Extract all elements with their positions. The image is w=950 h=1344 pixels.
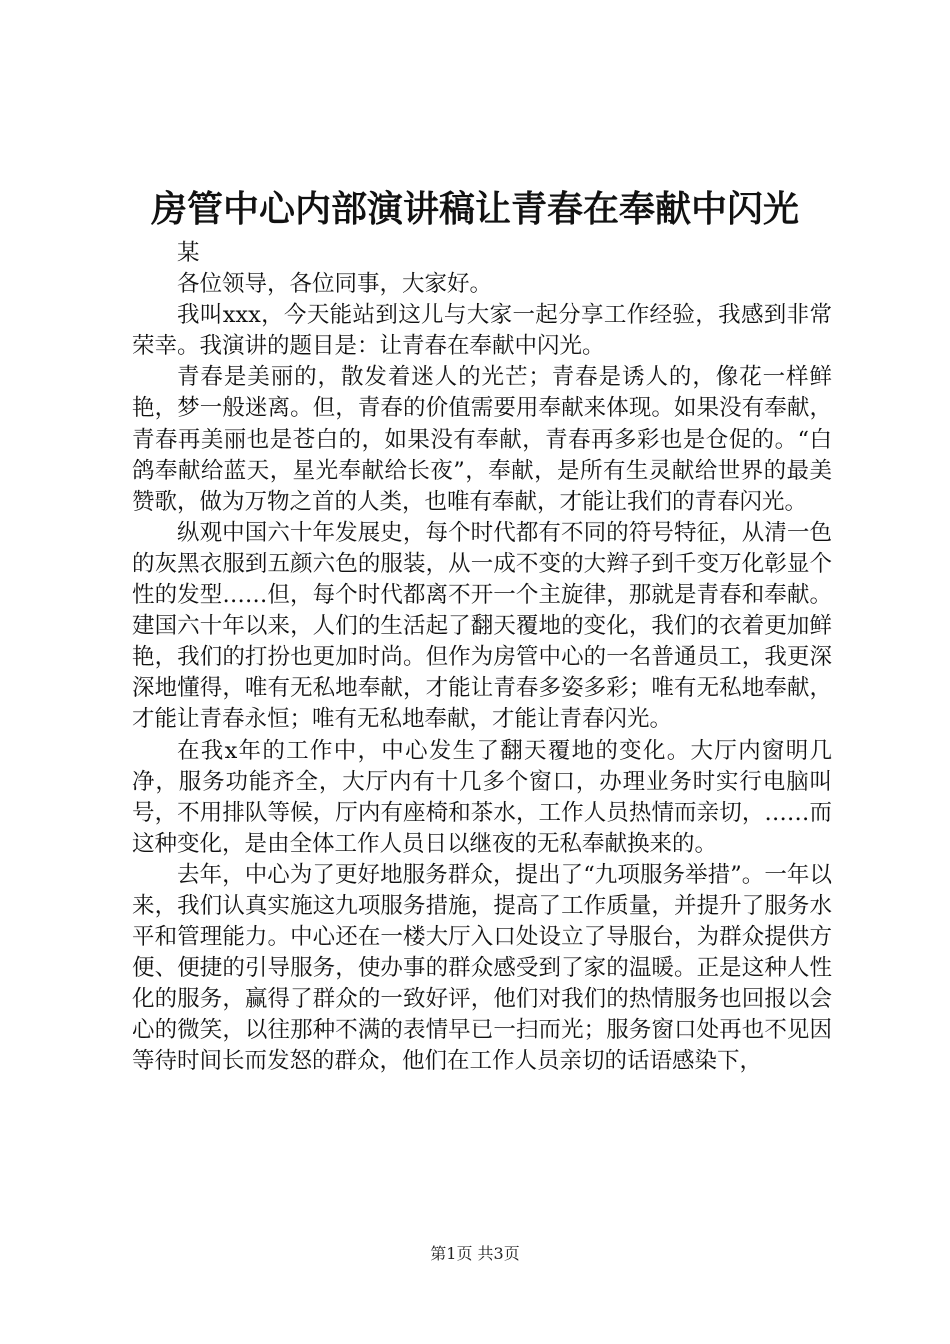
paragraph-intro: 我叫xxx，今天能站到这儿与大家一起分享工作经验，我感到非常荣幸。我演讲的题目是：让青春在奉献中闪光。: [132, 302, 832, 360]
paragraph-youth: 青春是美丽的，散发着迷人的光芒；青春是诱人的，像花一样鲜艳，梦一般迷离。但，青春的价值需要用奉献来体现。如果没有奉献，青春再美丽也是苍白的，如果没有奉献，青春再多彩也是仓促的。“白鸽奉献给蓝天，星光奉献给长夜”，奉献，是所有生灵献给世界的最美赞歌，做为万物之首的人类，也唯有奉献，才能让我们的青春闪光。: [132, 364, 832, 515]
paragraph-salutation-prefix: 某: [177, 240, 200, 266]
paragraph-greeting: 各位领导，各位同事，大家好。: [177, 271, 493, 298]
page-footer: 第1页 共3页: [430, 1244, 520, 1263]
document-title: 房管中心内部演讲稿让青春在奉献中闪光: [150, 188, 799, 230]
paragraph-work-changes: 在我x年的工作中，中心发生了翻天覆地的变化。大厅内窗明几净，服务功能齐全，大厅内有十几多个窗口，办理业务时实行电脑叫号，不用排队等候，厅内有座椅和茶水，工作人员热情而亲切，……而这种变化，是由全体工作人员日以继夜的无私奉献换来的。: [132, 737, 832, 857]
document-body: [132, 238, 832, 1078]
paragraph-history: 纵观中国六十年发展史，每个时代都有不同的符号特征，从清一色的灰黑衣服到五颜六色的服装，从一成不变的大辫子到千变万化彰显个性的发型……但，每个时代都离不开一个主旋律，那就是青春和奉献。建国六十年以来，人们的生活起了翻天覆地的变化，我们的衣着更加鲜艳，我们的打扮也更加时尚。但作为房管中心的一名普通员工，我更深深地懂得，唯有无私地奉献，才能让青春多姿多彩；唯有无私地奉献，才能让青春永恒；唯有无私地奉献，才能让青春闪光。: [132, 519, 832, 733]
paragraph-service-measures: 去年，中心为了更好地服务群众，提出了“九项服务举措”。一年以来，我们认真实施这九项服务措施，提高了工作质量，并提升了服务水平和管理能力。中心还在一楼大厅入口处设立了导服台，为群众提供方便、便捷的引导服务，使办事的群众感受到了家的温暖。正是这种人性化的服务，赢得了群众的一致好评，他们对我们的热情服务也回报以会心的微笑，以往那种不满的表情早已一扫而光；服务窗口处再也不见因等待时间长而发怒的群众，他们在工作人员亲切的话语感染下，: [132, 861, 832, 1075]
